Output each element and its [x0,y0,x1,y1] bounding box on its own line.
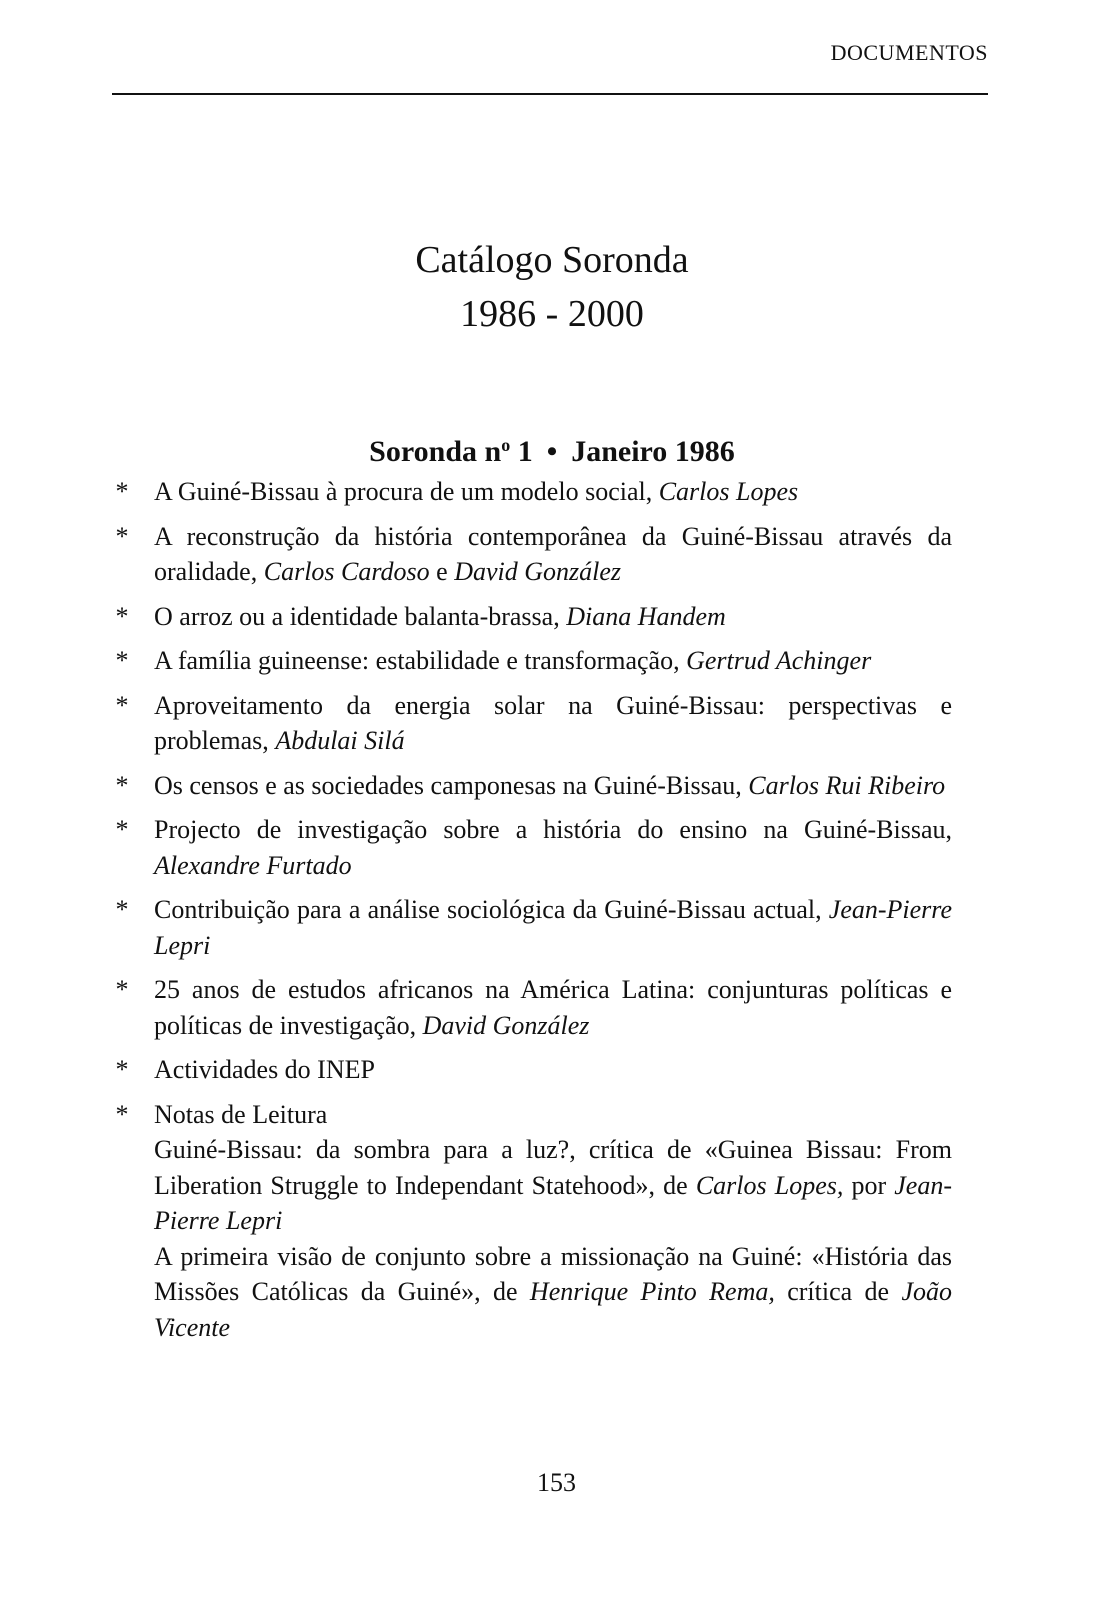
entry-title: A Guiné-Bissau à procura de um modelo social, [154,477,659,506]
review-author: Carlos Lopes, [695,1170,844,1200]
entry-title: A família guineense: estabilidade e transformação, [154,646,687,675]
entry-list [112,474,952,1354]
entry-title: 25 anos de estudos africanos na América Latina: conjunturas políticas e políticas de investigação, [154,975,952,1040]
entry-author-2: David González [454,557,622,586]
list-item [112,892,952,963]
list-item [112,474,952,510]
entry-marker: * [115,601,129,631]
issue-name: Soronda n [369,435,502,468]
entry-marker: * [115,646,129,675]
entry-title: Projecto de investigação sobre a história do ensino na Guiné-Bissau, [154,815,952,844]
list-item [112,1097,952,1346]
entry-marker: * [115,690,129,720]
entry-marker: * [115,770,129,800]
entry-author: Carlos Cardoso [263,557,430,586]
entry-author: Alexandre Furtado [154,850,352,880]
issue-heading [152,425,952,472]
review-title: Guiné-Bissau: da sombra para a luz?, crítica de «Guinea Bissau: From Liberation Struggle to Independant Statehood», de [154,1135,952,1200]
entry-author: Carlos Lopes [658,477,799,506]
entry-title: Os censos e as sociedades camponesas na Guiné-Bissau, [154,770,749,800]
list-item [112,688,952,759]
issue-ordinal-mark: o [501,435,511,455]
entry-marker: * [115,477,129,506]
entry-author: Gertrud Achinger [686,646,872,675]
entry-author: David González [422,1010,590,1040]
list-item [112,599,952,635]
review-item [154,1132,952,1239]
running-head: DOCUMENTOS [830,40,988,65]
page-title: Catálogo Soronda [415,239,689,281]
page-subtitle-years: 1986 - 2000 [460,293,644,335]
review-title: A primeira visão de conjunto sobre a missionação na Guiné: «História das Missões Católicas da Guiné», de [154,1241,952,1306]
review-author: Henrique Pinto Rema, [529,1277,775,1306]
entry-marker: * [115,1099,129,1129]
entry-marker: * [115,1055,129,1084]
list-item [112,519,952,590]
header-rule [112,93,988,95]
entry-title: Contribuição para a análise sociológica da Guiné-Bissau actual, [154,895,829,924]
review-joiner: por [843,1170,895,1200]
review-critic: Jean-Pierre Lepri [154,1170,952,1235]
entry-author: Jean-Pierre Lepri [154,895,952,960]
issue-number: 1 [517,435,533,468]
list-item [112,812,952,883]
entry-title: A reconstrução da história contemporânea da Guiné-Bissau através da oralidade, [154,521,952,586]
entry-author: Carlos Rui Ribeiro [748,770,946,800]
entry-marker: * [115,895,129,924]
entry-marker: * [115,521,129,551]
list-item [112,768,952,804]
review-joiner: crítica de [774,1277,902,1306]
issue-separator: • [546,435,558,468]
review-item [154,1239,952,1346]
issue-date: Janeiro 1986 [571,435,735,468]
page-number: 153 [537,1468,576,1497]
entry-title: O arroz ou a identidade balanta-brassa, [154,601,567,631]
entry-title: Aproveitamento da energia solar na Guiné-Bissau: perspectivas e problemas, [154,690,952,755]
list-item [112,1052,952,1088]
entry-joiner: e [429,557,455,586]
entry-author: Abdulai Silá [275,726,405,755]
entry-title: Notas de Leitura [154,1099,328,1129]
entry-title: Actividades do INEP [154,1055,375,1084]
review-critic: João Vicente [154,1277,952,1342]
entry-marker: * [115,815,129,844]
list-item [112,972,952,1043]
entry-marker: * [115,975,129,1004]
entry-author: Diana Handem [566,601,726,631]
list-item [112,643,952,679]
